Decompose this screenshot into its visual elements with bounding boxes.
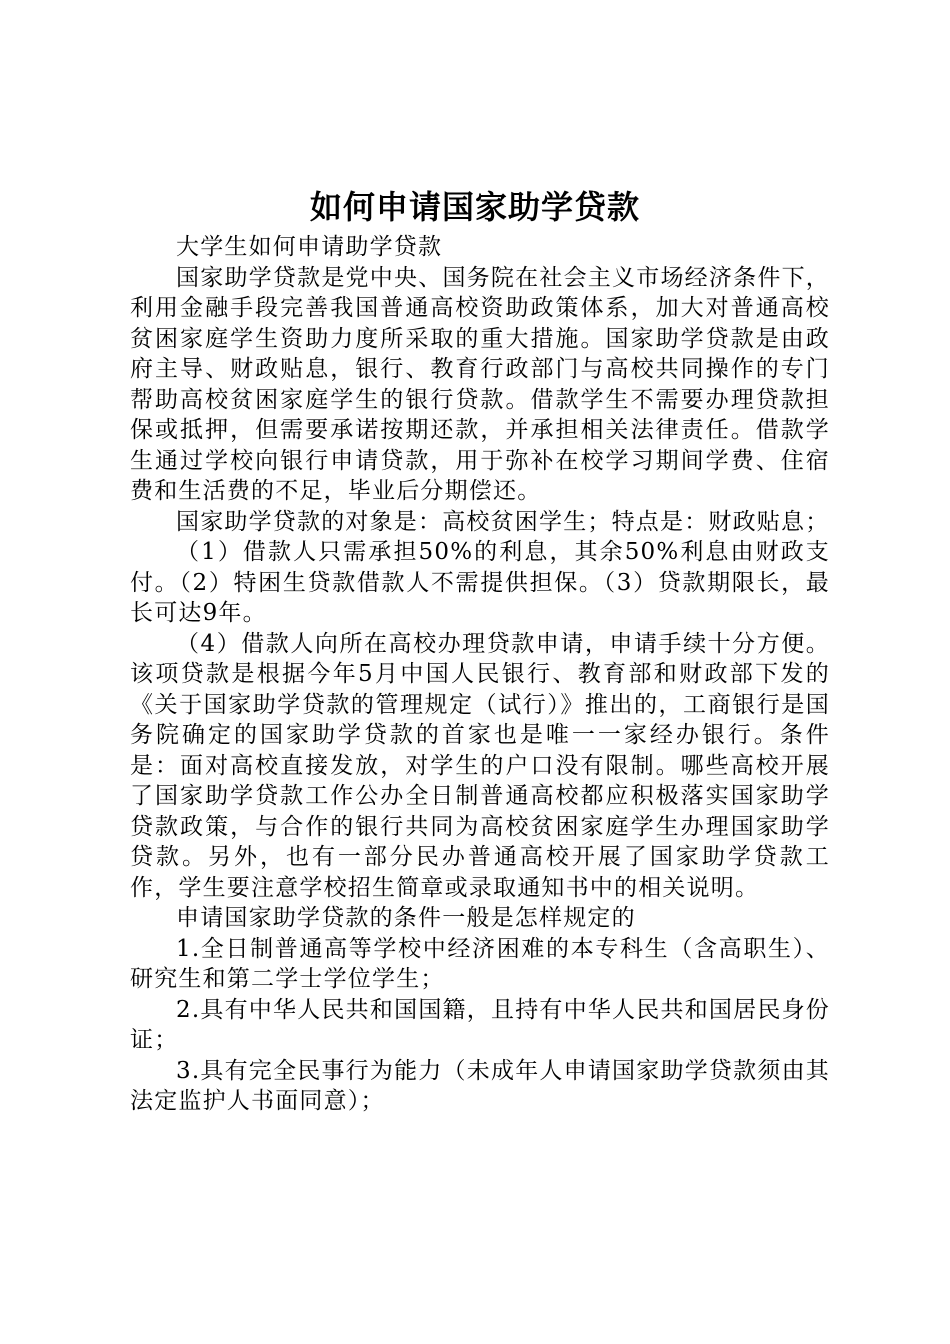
condition-item-3: 3.具有完全民事行为能力（未成年人申请国家助学贷款须由其法定监护人书面同意）；: [130, 1057, 830, 1114]
document-title: 如何申请国家助学贷款: [309, 188, 640, 226]
subheading-conditions: 申请国家助学贷款的条件一般是怎样规定的: [176, 905, 636, 931]
condition-item-2: 2.具有中华人民共和国国籍，且持有中华人民共和国居民身份证；: [130, 996, 830, 1053]
document-body: [130, 232, 830, 1117]
paragraph-target-features: 国家助学贷款的对象是：高校贫困学生；特点是：财政贴息；: [176, 508, 830, 535]
subheading-how-to-apply: 大学生如何申请助学贷款: [176, 234, 443, 260]
paragraph-introduction: 国家助学贷款是党中央、国务院在社会主义市场经济条件下，利用金融手段完善我国普通高校资助政策体系，加大对普通高校贫困家庭学生资助力度所采取的重大措施。国家助学贷款是由政府主导、财政贴息，银行、教育行政部门与高校共同操作的专门帮助高校贫困家庭学生的银行贷款。借款学生不需要办理贷款担保或抵押，但需要承诺按期还款，并承担相关法律责任。借款学生通过学校向银行申请贷款，用于弥补在校学习期间学费、住宿费和生活费的不足，毕业后分期偿还。: [130, 264, 830, 504]
condition-item-1: 1.全日制普通高等学校中经济困难的本专科生（含高职生）、研究生和第二学士学位学生；: [130, 935, 830, 992]
paragraph-feature-4: （4）借款人向所在高校办理贷款申请，申请手续十分方便。该项贷款是根据今年5月中国人民银行、教育部和财政部下发的《关于国家助学贷款的管理规定（试行）》推出的，工商银行是国务院确定的国家助学贷款的首家也是唯一一家经办银行。条件是：面对高校直接发放，对学生的户口没有限制。哪些高校开展了国家助学贷款工作公办全日制普通高校都应积极落实国家助学贷款政策，与合作的银行共同为高校贫困家庭学生办理国家助学贷款。另外，也有一部分民办普通高校开展了国家助学贷款工作，学生要注意学校招生简章或录取通知书中的相关说明。: [130, 630, 830, 901]
paragraph-features-1-3: （1）借款人只需承担50%的利息，其余50%利息由财政支付。（2）特困生贷款借款人不需提供担保。（3）贷款期限长，最长可达9年。: [130, 539, 830, 626]
